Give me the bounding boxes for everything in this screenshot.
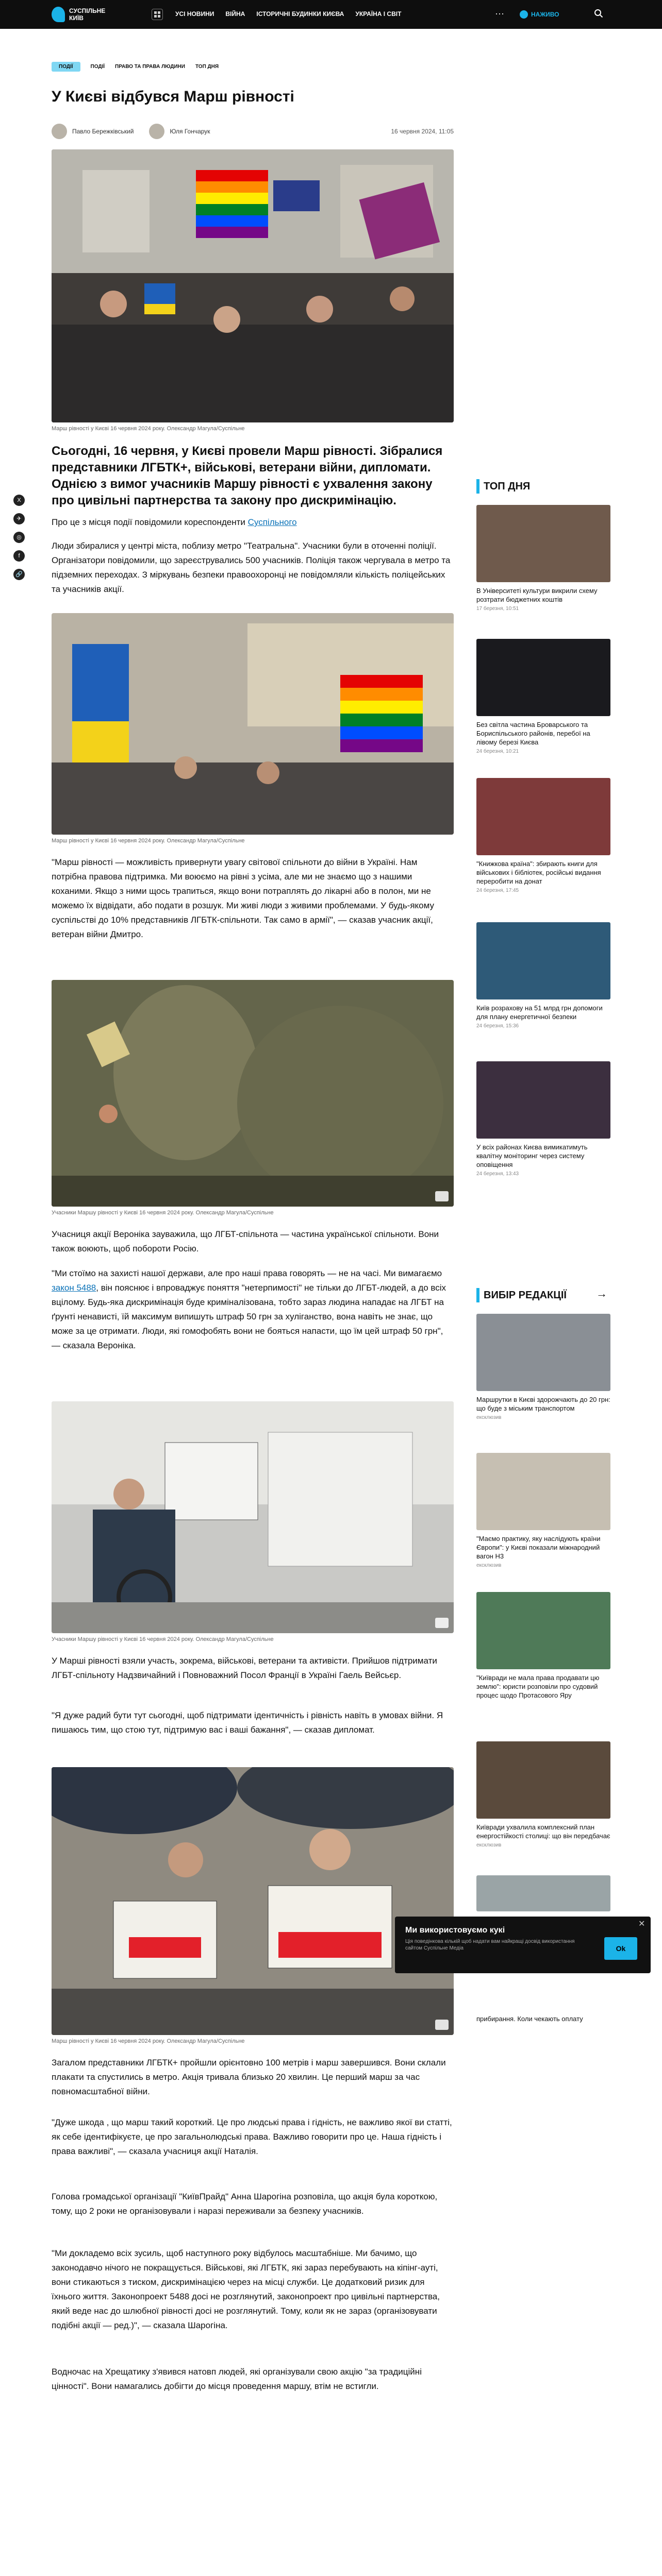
article-lead: Сьогодні, 16 червня, у Києві провели Марш рівності. Зібралися представники ЛГБТК+, військові, ветерани війни, дипломати. Однією з вимог учасників Маршу рівності є ухвалення закону про цивільні партнерства та закону про дискримінацію.: [52, 444, 443, 507]
photo-caption: Учасники Маршу рівності у Києві 16 червня 2024 року. Олександр Магула/Суспільне: [52, 1210, 274, 1216]
share-link-icon[interactable]: 🔗: [13, 569, 25, 580]
nav-historic-buildings[interactable]: ІСТОРИЧНІ БУДИНКИ КИЄВА: [256, 10, 344, 18]
author-2[interactable]: Юля Гончарук: [149, 124, 210, 139]
thumbnail: [476, 639, 610, 716]
thumbnail: [476, 505, 610, 582]
thumbnail: [476, 778, 610, 855]
avatar: [149, 124, 164, 139]
share-telegram-icon[interactable]: ✈: [13, 513, 25, 524]
top-header: [0, 0, 662, 29]
article-photo-3[interactable]: [52, 980, 454, 1207]
article-quote-dmytro: "Марш рівності — можливість привернути увагу світової спільноти до війни в Україні. Нам потрібна правова підтримка. Ми воюємо на рівні з усіма, але ми не знаємо що з нашими коханими. Якщо з ними щось трапиться, якщо вони потраплять до лікарні або в полон, ми не можемо їх відвідати, або подати в розшук. Ми живі люди з живими проблемами. У будь-якому суспільстві до 10% представників ЛГБТК-спільноти. Так само в армії", — сказав учасник акції, ветеран війни Дмитро.: [52, 857, 434, 939]
photo-caption: Марш рівності у Києві 16 червня 2024 року. Олександр Магула/Суспільне: [52, 2038, 245, 2044]
heading-accent: [476, 479, 479, 494]
article-paragraph: Голова громадської організації "КиївПрайд" Анна Шарогіна розповіла, що акція була короткою, тому, що 2 роки не організовували і наразі переживали за безпеку учасників.: [52, 2192, 438, 2216]
avatar: [52, 124, 67, 139]
thumbnail: [476, 1592, 610, 1669]
share-x-icon[interactable]: X: [13, 495, 25, 506]
more-menu-icon[interactable]: ···: [495, 8, 504, 19]
thumbnail: [476, 1741, 610, 1819]
page-title: У Києві відбувся Марш рівності: [52, 88, 294, 105]
article-paragraph: Люди збиралися у центрі міста, поблизу метро "Театральна". Учасники були в оточенні поліції. Організатори повідомили, що зареєструвались 500 учасників. Поліція також чергувала в метро та підземних переходах. З міркувань безпеки правоохоронці не повідомляли кількість поліцейських та учасників акції.: [52, 541, 451, 594]
live-dot-icon: [520, 10, 528, 19]
search-icon[interactable]: [594, 9, 603, 18]
sidebar-editor-item[interactable]: "Маємо практику, яку наслідують країни Європи": у Києві показали міжнародний вагон Н3 ексклюзив: [476, 1453, 610, 1568]
nav-ukraine-world[interactable]: УКРАЇНА І СВІТ: [355, 10, 402, 18]
thumbnail: [476, 1314, 610, 1391]
logo-line1: СУСПІЛЬНЕ: [69, 7, 106, 14]
camera-icon: [435, 1618, 449, 1628]
hero-photo[interactable]: [52, 149, 454, 422]
photo-3-image: [52, 980, 454, 1207]
link-law-5488[interactable]: закон 5488: [52, 1283, 96, 1293]
article-paragraph: У Марші рівності взяли участь, зокрема, військові, ветерани та активісти. Прийшов підтримати ЛГБТ-спільноту Надзвичайний і Повноважний Посол Франції в Україні Гаель Вейсьєр.: [52, 1656, 437, 1680]
article-paragraph: Учасниця акції Вероніка зауважила, що ЛГБТ-спільнота — частина української спільноти. Вони також воюють, щоб побороти Росію.: [52, 1229, 439, 1253]
tag-top-day[interactable]: ТОП ДНЯ: [195, 64, 219, 70]
sidebar-editor-item[interactable]: Київради ухвалила комплексний план енергостійкості столиці: що він передбачає ексклюзив: [476, 1741, 610, 1848]
hero-photo-image: [52, 149, 454, 422]
cookie-ok-button[interactable]: Ok: [604, 1937, 637, 1960]
thumbnail: [476, 1453, 610, 1530]
sidebar-editor-item[interactable]: Маршрутки в Києві здорожчають до 20 грн: що буде з міським транспортом ексклюзив: [476, 1314, 610, 1420]
share-facebook-icon[interactable]: f: [13, 550, 25, 562]
menu-grid-icon[interactable]: [152, 9, 163, 20]
article-photo-2[interactable]: [52, 613, 454, 835]
cookie-banner: [395, 1917, 651, 1973]
article-quote-ambassador: "Я дуже радий бути тут сьогодні, щоб підтримати ідентичність і рівність навіть в умовах війни. Я пишаюсь тим, що стою тут, підтримую вас і ваші бажання", — сказав дипломат.: [52, 1710, 443, 1735]
logo-mark-icon: [52, 7, 65, 22]
photo-4-image: [52, 1401, 454, 1633]
photo-caption: Марш рівності у Києві 16 червня 2024 року. Олександр Магула/Суспільне: [52, 426, 245, 432]
heading-accent: [476, 1288, 479, 1302]
tag-events-pill[interactable]: ПОДІЇ: [52, 62, 80, 72]
breadcrumb-tags: [52, 62, 219, 72]
sidebar-editor-item[interactable]: прибирання. Коли чекають оплату: [476, 1875, 610, 2023]
sidebar-top-item[interactable]: "Книжкова країна": збирають книги для військових і бібліотек, російські видання переробити на донат 24 березня, 17:45: [476, 778, 610, 893]
sidebar-top-item[interactable]: Без світла частина Броварського та Бориспільського районів, перебої на лівому березі Києва 24 березня, 10:21: [476, 639, 610, 754]
publish-date: 16 червня 2024, 11:05: [391, 128, 454, 135]
live-button[interactable]: [520, 10, 559, 19]
sidebar-top-item[interactable]: В Університеті культури викрили схему розтрати бюджетних коштів 17 березня, 10:51: [476, 505, 610, 612]
cookie-title: Ми використовуємо кукі: [405, 1926, 505, 1935]
article-quote-natalia: "Дуже шкода , що марш такий короткий. Це про людські права і гідність, не важливо якої ви статті, як себе ідентифікуєте, це про загальнолюдські права. Важливо говорити про це. Наша гідність і права важливі", — сказала учасниця акції Наталія.: [52, 2117, 452, 2156]
article-photo-5[interactable]: [52, 1767, 454, 2035]
article-quote-veronika: "Ми стоїмо на захисті нашої держави, але про наші права говорять — не на часі. Ми вимагаємо закон 5488, він пояснює і впроваджує поняття "нетерпимості" не тільки до ЛГБТ-людей, а до всіх вцілому. Будь-яка дискримінація буде криміналізована, тобто зараз людина нападає на ЛГБТ на ґрунті ненависті, їй максимум випишуть штраф 50 грн за хуліганство, вона навіть не знає, що може за це отримати. Люди, які гомофобять вони не бояться напасти, що їм цей штраф 50 грн", — сказала Вероніка.: [52, 1268, 446, 1350]
share-bar: [13, 495, 25, 580]
article-quote-sharohina: "Ми докладемо всіх зусиль, щоб наступного року відбулось масштабніше. Ми бачимо, що законодавчо нічого не покращується. Військові, які ЛГБТК, які зараз перебувають на кіпінг-ауті, вони стикаються з тиском, дискримінацією через на місці служби. Це додатковий ризик для їхнього життя. Законопроект 5488 досі не розглянутий, законопроект про цивільні партнерства, який веде нас до шлюбної рівності досі не розглянутий. Тому, коли як не зараз (організовувати подібні акції — ред.)", — сказала Шарогіна.: [52, 2248, 440, 2330]
tag-human-rights[interactable]: ПРАВО ТА ПРАВА ЛЮДИНИ: [115, 64, 185, 70]
author-row: [52, 124, 454, 139]
tag-events[interactable]: ПОДІЇ: [90, 64, 105, 70]
camera-icon: [435, 1191, 449, 1201]
sidebar-top-item[interactable]: У всіх районах Києва вимикатимуть квалітну моніторинг через систему оповіщення 24 березня, 13:43: [476, 1061, 610, 1177]
article-paragraph: Загалом представники ЛГБТК+ пройшли орієнтовно 100 метрів і марш завершився. Вони склали плакати та спустились в метро. Акція тривала близько 20 хвилин. Це перший марш за час повномасштабної війни.: [52, 2058, 446, 2096]
link-suspilne[interactable]: Суспільного: [247, 517, 297, 527]
live-label: НАЖИВО: [531, 11, 559, 18]
photo-caption: Марш рівності у Києві 16 червня 2024 року. Олександр Магула/Суспільне: [52, 838, 245, 844]
sidebar-top-heading: ТОП ДНЯ: [476, 479, 530, 494]
site-logo[interactable]: [52, 6, 119, 23]
cookie-subtitle: Ція поведінкова кількій щоб надати вам найкращі досвід використання сайтом Суспільне Медіа: [405, 1939, 575, 1951]
sidebar-editor-item[interactable]: "Київради не мала права продавати цю землю": юристи розповіли про судовий процес щодо Протасового Яру: [476, 1592, 610, 1702]
sidebar-top-item[interactable]: Київ розрахову на 51 млрд грн допомоги для плану енергетичної безпеки 24 березня, 15:36: [476, 922, 610, 1029]
camera-icon: [435, 2020, 449, 2030]
main-nav: [175, 10, 401, 18]
thumbnail: [476, 1875, 610, 1911]
share-whatsapp-icon[interactable]: ◎: [13, 532, 25, 543]
cookie-close-icon[interactable]: ✕: [638, 1920, 646, 1928]
sidebar-editor-heading: ВИБІР РЕДАКЦІЇ: [476, 1288, 567, 1302]
nav-all-news[interactable]: УСІ НОВИНИ: [175, 10, 214, 18]
nav-war[interactable]: ВІЙНА: [225, 10, 245, 18]
thumbnail: [476, 922, 610, 999]
article-paragraph: Про це з місця події повідомили кореспонденти Суспільного: [52, 517, 297, 527]
photo-caption: Учасники Маршу рівності у Києві 16 червня 2024 року. Олександр Магула/Суспільне: [52, 1636, 274, 1642]
thumbnail: [476, 1061, 610, 1139]
logo-line2: КИЇВ: [69, 14, 84, 22]
photo-2-image: [52, 613, 454, 835]
author-1[interactable]: Павло Бережківський: [52, 124, 134, 139]
editor-next-arrow-icon[interactable]: →: [596, 1287, 607, 1300]
article-photo-4[interactable]: [52, 1401, 454, 1633]
photo-5-image: [52, 1767, 454, 2035]
article-paragraph: Водночас на Хрещатику з'явився натовп людей, які організували свою акцію "за традиційні цінності". Вони намагались добігти до місця проведення маршу, втім не встигли.: [52, 2367, 422, 2391]
